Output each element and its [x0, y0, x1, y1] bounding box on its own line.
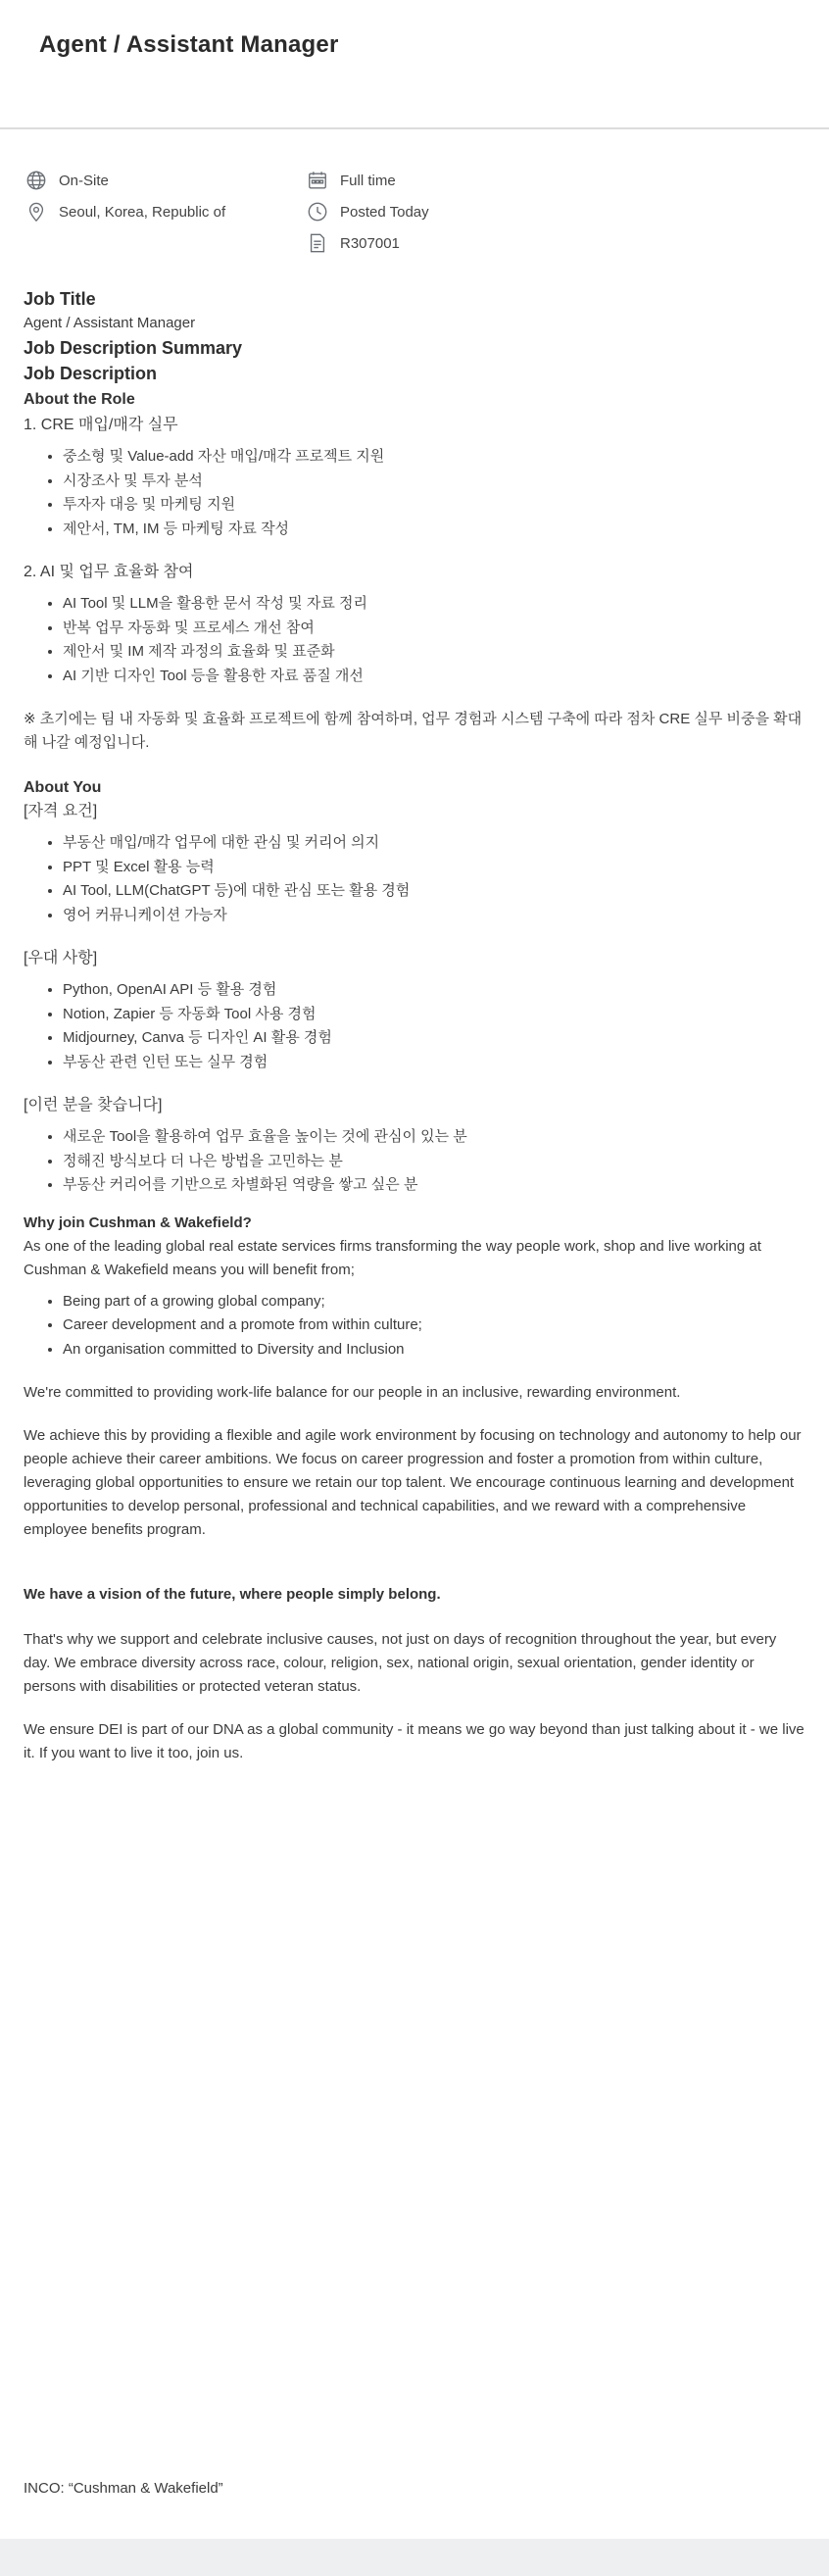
list-item: • 제안서 및 IM 제작 과정의 효율화 및 표준화 — [63, 640, 805, 665]
list-item: • AI Tool, LLM(ChatGPT 등)에 대한 관심 또는 활용 경험 — [63, 879, 805, 904]
calendar-icon — [307, 170, 328, 191]
job-header — [0, 0, 829, 129]
list-item: • PPT 및 Excel 활용 능력 — [63, 856, 805, 880]
requisition-label: R307001 — [340, 234, 400, 252]
list-item: • Midjourney, Canva 등 디자인 AI 활용 경험 — [63, 1026, 805, 1051]
document-icon — [307, 232, 328, 254]
seeking-title: [이런 분을 찾습니다] — [24, 1097, 163, 1114]
list-item: • An organisation committed to Diversity and Inclusion — [63, 1338, 805, 1362]
benefits-list — [24, 1290, 805, 1362]
globe-icon — [25, 170, 47, 191]
list-item: • 부동산 매입/매각 업무에 대한 관심 및 커리어 의지 — [63, 831, 805, 856]
description-heading: Job Description — [24, 364, 158, 383]
list-item: • 투자자 대응 및 마케팅 지원 — [63, 493, 805, 518]
about-role-heading: About the Role — [24, 391, 135, 408]
section2-title: 2. AI 및 업무 효율화 참여 — [24, 564, 194, 580]
list-item: • 영어 커뮤니케이션 가능자 — [63, 904, 805, 928]
list-item: • 부동산 커리어를 기반으로 차별화된 역량을 쌓고 싶은 분 — [63, 1173, 805, 1198]
list-item: • 부동산 관련 인턴 또는 실무 경험 — [63, 1051, 805, 1075]
location — [25, 200, 225, 223]
posted-date — [307, 200, 429, 223]
list-item: • 정해진 방식보다 더 나은 방법을 고민하는 분 — [63, 1150, 805, 1174]
inclusion-paragraph: That's why we support and celebrate inclusive causes, not just on days of recognition throughout the year, but every day. We embrace diversity across race, colour, religion, sex, national origin, sexual orientation, gender identity or persons with disabilities or protected veteran status. — [24, 1631, 777, 1695]
job-title-value: Agent / Assistant Manager — [24, 315, 196, 331]
list-item: • 중소형 및 Value-add 자산 매입/매각 프로젝트 지원 — [63, 445, 805, 470]
location-label: Seoul, Korea, Republic of — [59, 203, 226, 221]
section1-title: 1. CRE 매입/매각 실무 — [24, 417, 178, 433]
clock-icon — [307, 201, 328, 223]
list-item: • Being part of a growing global company; — [63, 1290, 805, 1314]
location-type-label: On-Site — [59, 172, 109, 189]
page-title: Agent / Assistant Manager — [39, 31, 339, 58]
vision-heading: We have a vision of the future, where people simply belong. — [24, 1586, 441, 1603]
posted-label: Posted Today — [340, 203, 429, 221]
preferred-title: [우대 사항] — [24, 950, 98, 966]
section2-list — [24, 592, 805, 688]
job-meta — [0, 159, 829, 286]
list-item: • 시장조사 및 투자 분석 — [63, 470, 805, 494]
work-life-paragraph: We're committed to providing work-life balance for our people in an inclusive, rewarding environment. — [24, 1384, 681, 1401]
preferred-list — [24, 978, 805, 1074]
employment-label: Full time — [340, 172, 396, 189]
seeking-list — [24, 1125, 805, 1198]
list-item: • AI 기반 디자인 Tool 등을 활용한 자료 품질 개선 — [63, 665, 805, 689]
job-title-heading: Job Title — [24, 289, 96, 309]
requisition-id — [307, 231, 400, 255]
note-text: ※ 초기에는 팀 내 자동화 및 효율화 프로젝트에 함께 참여하며, 업무 경험과 시스템 구축에 따라 점차 CRE 실무 비중을 확대해 나갈 예정입니다. — [24, 711, 803, 751]
list-item: • Career development and a promote from within culture; — [63, 1313, 805, 1338]
why-join-intro: As one of the leading global real estate services firms transforming the way people work, shop and live working at Cushman & Wakefield means you will benefit from; — [24, 1237, 761, 1278]
list-item: • 제안서, TM, IM 등 마케팅 자료 작성 — [63, 518, 805, 542]
section1-list — [24, 445, 805, 541]
location-type — [25, 169, 109, 192]
list-item: • AI Tool 및 LLM을 활용한 문서 작성 및 자료 정리 — [63, 592, 805, 617]
summary-heading: Job Description Summary — [24, 338, 243, 358]
inco-footer: INCO: “Cushman & Wakefield” — [24, 2480, 223, 2497]
flexible-work-paragraph: We achieve this by providing a flexible and agile work environment by focusing on technology and autonomy to help our people achieve their career ambitions. We focus on career progression and foster a promotion from within culture, leveraging global opportunities to ensure we retain our top talent. We encourage continuous learning and development opportunities to develop personal, professional and technical capabilities, and we reward with a comprehensive employee benefits program. — [24, 1427, 802, 1538]
requirements-title: [자격 요건] — [24, 803, 98, 819]
list-item: • 반복 업무 자동화 및 프로세스 개선 참여 — [63, 617, 805, 641]
map-pin-icon — [25, 201, 47, 223]
job-description — [0, 286, 829, 1765]
list-item: • 새로운 Tool을 활용하여 업무 효율을 높이는 것에 관심이 있는 분 — [63, 1125, 805, 1150]
dei-paragraph: We ensure DEI is part of our DNA as a global community - it means we go way beyond than just talking about it - we live it. If you want to live it too, join us. — [24, 1721, 805, 1761]
employment-type — [307, 169, 396, 192]
requirements-list — [24, 831, 805, 927]
why-join-heading: Why join Cushman & Wakefield? — [24, 1214, 252, 1231]
about-you-heading: About You — [24, 779, 102, 796]
list-item: • Python, OpenAI API 등 활용 경험 — [63, 978, 805, 1003]
list-item: • Notion, Zapier 등 자동화 Tool 사용 경험 — [63, 1003, 805, 1027]
